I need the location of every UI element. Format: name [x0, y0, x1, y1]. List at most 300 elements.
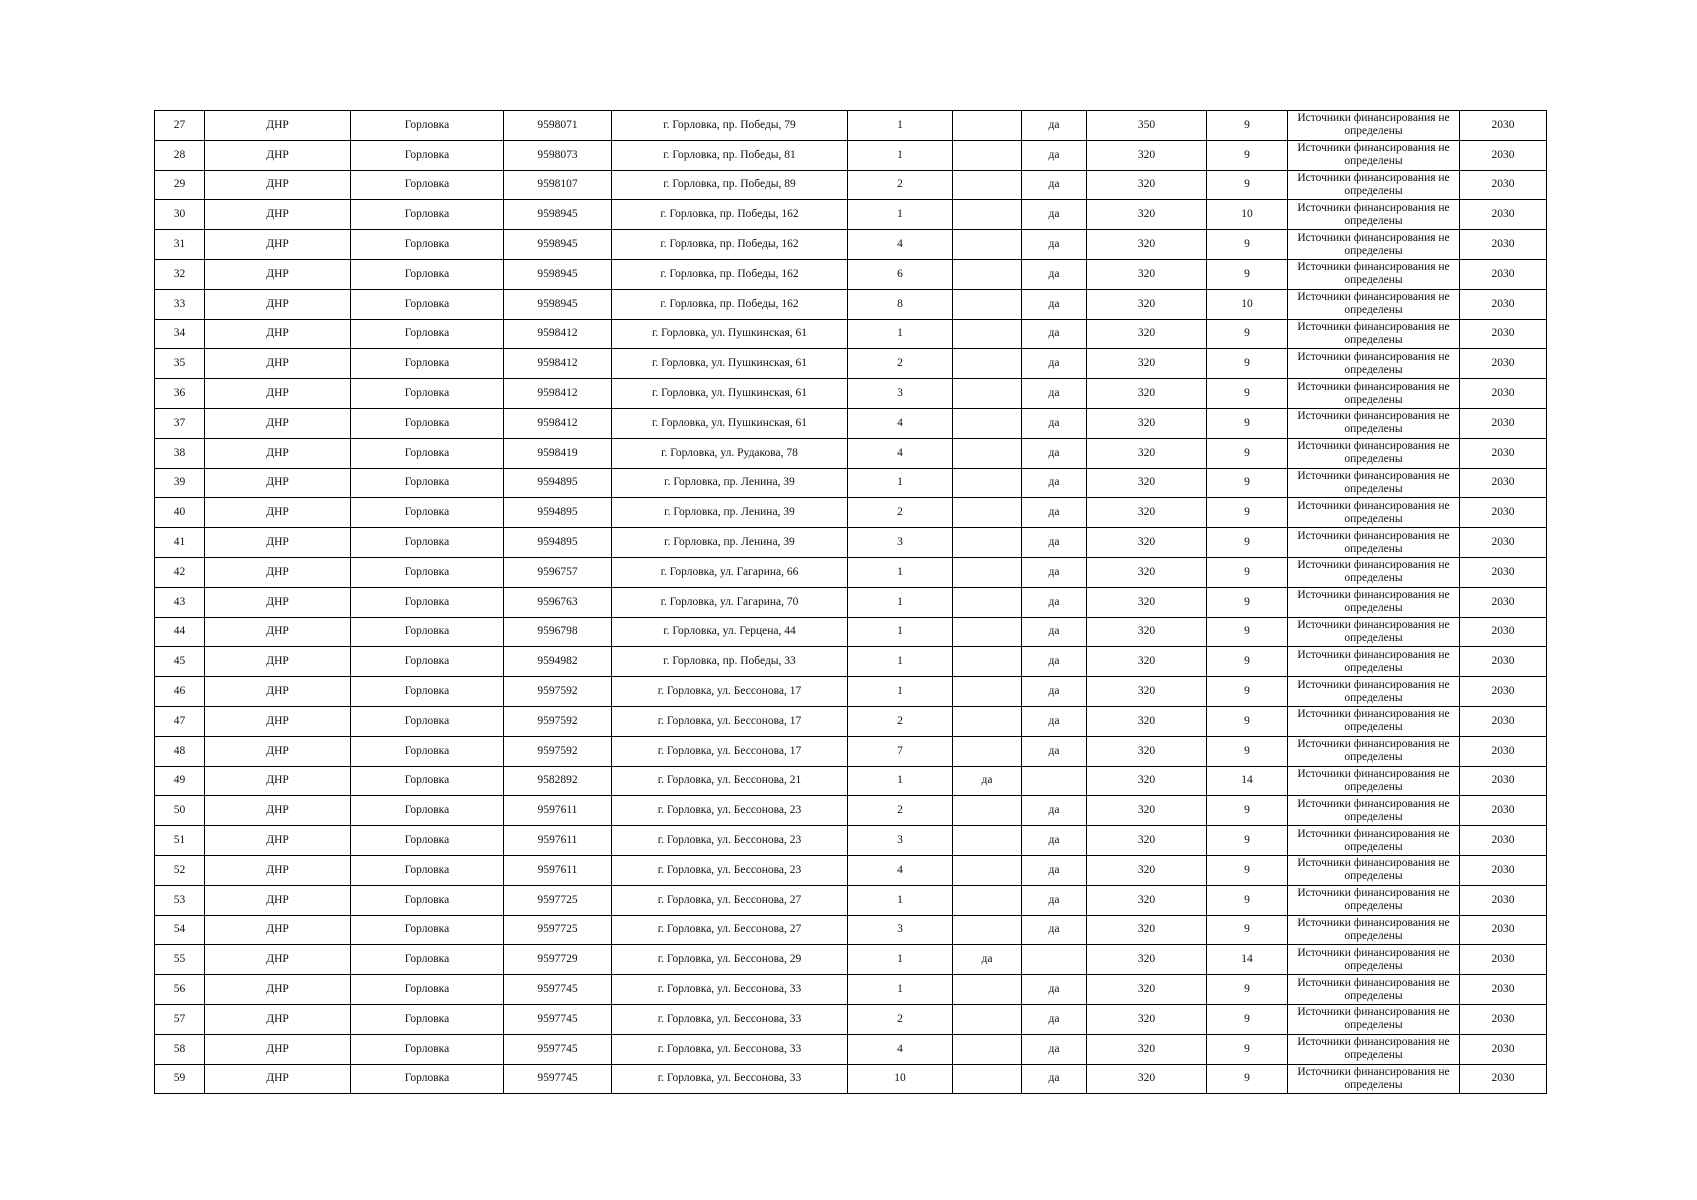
region-cell: ДНР: [205, 289, 351, 319]
floors-cell: 9: [1207, 1004, 1288, 1034]
funding-cell: Источники финансирования не определены: [1288, 319, 1460, 349]
year-cell: 2030: [1460, 468, 1547, 498]
row-number-cell: 44: [155, 617, 205, 647]
year-cell: 2030: [1460, 1064, 1547, 1094]
floors-cell: 10: [1207, 289, 1288, 319]
value-cell: 320: [1087, 647, 1207, 677]
table-row: [155, 945, 1547, 975]
address-cell: г. Горловка, ул. Бессонова, 23: [612, 855, 848, 885]
address-cell: г. Горловка, ул. Пушкинская, 61: [612, 379, 848, 409]
flag-b-cell: да: [1022, 975, 1087, 1005]
entrance-cell: 3: [848, 915, 953, 945]
funding-cell: Источники финансирования не определены: [1288, 855, 1460, 885]
value-cell: 320: [1087, 617, 1207, 647]
address-cell: г. Горловка, пр. Ленина, 39: [612, 498, 848, 528]
entrance-cell: 1: [848, 587, 953, 617]
floors-cell: 9: [1207, 557, 1288, 587]
year-cell: 2030: [1460, 587, 1547, 617]
table-row: [155, 200, 1547, 230]
table-row: [155, 826, 1547, 856]
entrance-cell: 1: [848, 319, 953, 349]
value-cell: 320: [1087, 587, 1207, 617]
region-cell: ДНР: [205, 259, 351, 289]
building-code-cell: 9594895: [504, 528, 612, 558]
flag-b-cell: да: [1022, 498, 1087, 528]
region-cell: ДНР: [205, 349, 351, 379]
city-cell: Горловка: [351, 408, 504, 438]
address-cell: г. Горловка, пр. Победы, 162: [612, 200, 848, 230]
table-row: [155, 736, 1547, 766]
flag-b-cell: да: [1022, 349, 1087, 379]
address-cell: г. Горловка, ул. Гагарина, 70: [612, 587, 848, 617]
region-cell: ДНР: [205, 766, 351, 796]
city-cell: Горловка: [351, 170, 504, 200]
flag-a-cell: [953, 408, 1022, 438]
flag-a-cell: [953, 230, 1022, 260]
year-cell: 2030: [1460, 736, 1547, 766]
city-cell: Горловка: [351, 140, 504, 170]
year-cell: 2030: [1460, 855, 1547, 885]
table-row: [155, 915, 1547, 945]
entrance-cell: 8: [848, 289, 953, 319]
region-cell: ДНР: [205, 1064, 351, 1094]
region-cell: ДНР: [205, 438, 351, 468]
flag-b-cell: да: [1022, 408, 1087, 438]
city-cell: Горловка: [351, 766, 504, 796]
region-cell: ДНР: [205, 1034, 351, 1064]
funding-cell: Источники финансирования не определены: [1288, 1064, 1460, 1094]
building-code-cell: 9598107: [504, 170, 612, 200]
year-cell: 2030: [1460, 408, 1547, 438]
region-cell: ДНР: [205, 647, 351, 677]
year-cell: 2030: [1460, 885, 1547, 915]
building-code-cell: 9596763: [504, 587, 612, 617]
entrance-cell: 10: [848, 1064, 953, 1094]
city-cell: Горловка: [351, 736, 504, 766]
year-cell: 2030: [1460, 140, 1547, 170]
flag-a-cell: [953, 498, 1022, 528]
year-cell: 2030: [1460, 200, 1547, 230]
floors-cell: 9: [1207, 528, 1288, 558]
funding-cell: Источники финансирования не определены: [1288, 230, 1460, 260]
building-code-cell: 9596757: [504, 557, 612, 587]
entrance-cell: 2: [848, 706, 953, 736]
flag-b-cell: [1022, 766, 1087, 796]
table-row: [155, 230, 1547, 260]
building-code-cell: 9598945: [504, 259, 612, 289]
entrance-cell: 1: [848, 677, 953, 707]
value-cell: 320: [1087, 1034, 1207, 1064]
entrance-cell: 4: [848, 438, 953, 468]
table-row: [155, 170, 1547, 200]
value-cell: 320: [1087, 408, 1207, 438]
floors-cell: 9: [1207, 706, 1288, 736]
flag-b-cell: да: [1022, 736, 1087, 766]
address-cell: г. Горловка, ул. Гагарина, 66: [612, 557, 848, 587]
floors-cell: 9: [1207, 140, 1288, 170]
flag-b-cell: да: [1022, 587, 1087, 617]
floors-cell: 9: [1207, 379, 1288, 409]
entrance-cell: 1: [848, 647, 953, 677]
address-cell: г. Горловка, ул. Пушкинская, 61: [612, 408, 848, 438]
flag-b-cell: да: [1022, 915, 1087, 945]
region-cell: ДНР: [205, 230, 351, 260]
flag-b-cell: да: [1022, 1034, 1087, 1064]
flag-a-cell: [953, 1064, 1022, 1094]
flag-a-cell: [953, 915, 1022, 945]
table-row: [155, 766, 1547, 796]
flag-b-cell: да: [1022, 200, 1087, 230]
entrance-cell: 3: [848, 826, 953, 856]
entrance-cell: 1: [848, 140, 953, 170]
year-cell: 2030: [1460, 230, 1547, 260]
address-cell: г. Горловка, пр. Победы, 162: [612, 289, 848, 319]
year-cell: 2030: [1460, 915, 1547, 945]
city-cell: Горловка: [351, 349, 504, 379]
entrance-cell: 1: [848, 617, 953, 647]
building-code-cell: 9597592: [504, 706, 612, 736]
table-row: [155, 528, 1547, 558]
row-number-cell: 59: [155, 1064, 205, 1094]
table-row: [155, 379, 1547, 409]
value-cell: 320: [1087, 677, 1207, 707]
funding-cell: Источники финансирования не определены: [1288, 885, 1460, 915]
city-cell: Горловка: [351, 468, 504, 498]
funding-cell: Источники финансирования не определены: [1288, 1004, 1460, 1034]
flag-a-cell: да: [953, 766, 1022, 796]
floors-cell: 9: [1207, 230, 1288, 260]
building-code-cell: 9597745: [504, 1064, 612, 1094]
funding-cell: Источники финансирования не определены: [1288, 915, 1460, 945]
entrance-cell: 2: [848, 349, 953, 379]
region-cell: ДНР: [205, 855, 351, 885]
floors-cell: 9: [1207, 826, 1288, 856]
floors-cell: 9: [1207, 1064, 1288, 1094]
flag-b-cell: да: [1022, 1064, 1087, 1094]
floors-cell: 9: [1207, 915, 1288, 945]
flag-a-cell: [953, 319, 1022, 349]
city-cell: Горловка: [351, 1004, 504, 1034]
table-row: [155, 587, 1547, 617]
region-cell: ДНР: [205, 677, 351, 707]
row-number-cell: 36: [155, 379, 205, 409]
row-number-cell: 42: [155, 557, 205, 587]
city-cell: Горловка: [351, 945, 504, 975]
building-code-cell: 9598412: [504, 319, 612, 349]
table-row: [155, 1064, 1547, 1094]
flag-b-cell: да: [1022, 617, 1087, 647]
floors-cell: 14: [1207, 766, 1288, 796]
year-cell: 2030: [1460, 647, 1547, 677]
funding-cell: Источники финансирования не определены: [1288, 706, 1460, 736]
address-cell: г. Горловка, ул. Бессонова, 27: [612, 915, 848, 945]
region-cell: ДНР: [205, 617, 351, 647]
flag-a-cell: [953, 885, 1022, 915]
floors-cell: 9: [1207, 855, 1288, 885]
funding-cell: Источники финансирования не определены: [1288, 259, 1460, 289]
value-cell: 320: [1087, 200, 1207, 230]
table-row: [155, 259, 1547, 289]
table-row: [155, 557, 1547, 587]
building-code-cell: 9598412: [504, 379, 612, 409]
flag-b-cell: да: [1022, 111, 1087, 141]
floors-cell: 9: [1207, 796, 1288, 826]
floors-cell: 9: [1207, 736, 1288, 766]
region-cell: ДНР: [205, 200, 351, 230]
value-cell: 320: [1087, 766, 1207, 796]
entrance-cell: 3: [848, 379, 953, 409]
address-cell: г. Горловка, ул. Бессонова, 23: [612, 826, 848, 856]
building-code-cell: 9597611: [504, 855, 612, 885]
row-number-cell: 58: [155, 1034, 205, 1064]
funding-cell: Источники финансирования не определены: [1288, 1034, 1460, 1064]
flag-a-cell: [953, 826, 1022, 856]
year-cell: 2030: [1460, 289, 1547, 319]
entrance-cell: 1: [848, 200, 953, 230]
city-cell: Горловка: [351, 230, 504, 260]
building-code-cell: 9582892: [504, 766, 612, 796]
year-cell: 2030: [1460, 349, 1547, 379]
flag-a-cell: [953, 289, 1022, 319]
flag-a-cell: [953, 438, 1022, 468]
value-cell: 320: [1087, 706, 1207, 736]
flag-b-cell: да: [1022, 826, 1087, 856]
region-cell: ДНР: [205, 587, 351, 617]
value-cell: 320: [1087, 170, 1207, 200]
building-code-cell: 9598945: [504, 200, 612, 230]
building-code-cell: 9597611: [504, 826, 612, 856]
table-row: [155, 319, 1547, 349]
flag-a-cell: [953, 170, 1022, 200]
funding-cell: Источники финансирования не определены: [1288, 826, 1460, 856]
funding-cell: Источники финансирования не определены: [1288, 468, 1460, 498]
value-cell: 320: [1087, 379, 1207, 409]
city-cell: Горловка: [351, 379, 504, 409]
value-cell: 320: [1087, 557, 1207, 587]
flag-a-cell: [953, 736, 1022, 766]
address-cell: г. Горловка, ул. Бессонова, 27: [612, 885, 848, 915]
building-code-cell: 9597729: [504, 945, 612, 975]
flag-a-cell: [953, 349, 1022, 379]
year-cell: 2030: [1460, 498, 1547, 528]
table-row: [155, 1034, 1547, 1064]
address-cell: г. Горловка, ул. Герцена, 44: [612, 617, 848, 647]
year-cell: 2030: [1460, 945, 1547, 975]
flag-b-cell: да: [1022, 438, 1087, 468]
address-cell: г. Горловка, пр. Победы, 162: [612, 230, 848, 260]
city-cell: Горловка: [351, 289, 504, 319]
value-cell: 320: [1087, 259, 1207, 289]
row-number-cell: 39: [155, 468, 205, 498]
building-code-cell: 9597725: [504, 915, 612, 945]
address-cell: г. Горловка, ул. Бессонова, 23: [612, 796, 848, 826]
entrance-cell: 2: [848, 796, 953, 826]
value-cell: 320: [1087, 1004, 1207, 1034]
region-cell: ДНР: [205, 557, 351, 587]
address-cell: г. Горловка, пр. Победы, 33: [612, 647, 848, 677]
flag-a-cell: [953, 796, 1022, 826]
flag-a-cell: [953, 855, 1022, 885]
value-cell: 320: [1087, 289, 1207, 319]
year-cell: 2030: [1460, 826, 1547, 856]
table-row: [155, 289, 1547, 319]
flag-b-cell: да: [1022, 528, 1087, 558]
funding-cell: Источники финансирования не определены: [1288, 528, 1460, 558]
row-number-cell: 27: [155, 111, 205, 141]
city-cell: Горловка: [351, 647, 504, 677]
region-cell: ДНР: [205, 140, 351, 170]
row-number-cell: 52: [155, 855, 205, 885]
region-cell: ДНР: [205, 826, 351, 856]
address-cell: г. Горловка, ул. Бессонова, 17: [612, 706, 848, 736]
flag-a-cell: [953, 975, 1022, 1005]
table-row: [155, 1004, 1547, 1034]
table-row: [155, 706, 1547, 736]
address-cell: г. Горловка, ул. Бессонова, 17: [612, 736, 848, 766]
row-number-cell: 54: [155, 915, 205, 945]
row-number-cell: 55: [155, 945, 205, 975]
flag-b-cell: да: [1022, 677, 1087, 707]
value-cell: 320: [1087, 796, 1207, 826]
funding-cell: Источники финансирования не определены: [1288, 111, 1460, 141]
value-cell: 320: [1087, 319, 1207, 349]
city-cell: Горловка: [351, 1034, 504, 1064]
flag-b-cell: да: [1022, 140, 1087, 170]
address-cell: г. Горловка, пр. Победы, 81: [612, 140, 848, 170]
value-cell: 320: [1087, 826, 1207, 856]
row-number-cell: 46: [155, 677, 205, 707]
row-number-cell: 49: [155, 766, 205, 796]
city-cell: Горловка: [351, 706, 504, 736]
row-number-cell: 30: [155, 200, 205, 230]
city-cell: Горловка: [351, 319, 504, 349]
funding-cell: Источники финансирования не определены: [1288, 766, 1460, 796]
flag-b-cell: да: [1022, 379, 1087, 409]
city-cell: Горловка: [351, 617, 504, 647]
entrance-cell: 6: [848, 259, 953, 289]
floors-cell: 9: [1207, 111, 1288, 141]
row-number-cell: 56: [155, 975, 205, 1005]
building-code-cell: 9597592: [504, 736, 612, 766]
building-code-cell: 9597745: [504, 975, 612, 1005]
flag-a-cell: [953, 140, 1022, 170]
building-code-cell: 9598073: [504, 140, 612, 170]
floors-cell: 9: [1207, 498, 1288, 528]
table-row: [155, 438, 1547, 468]
flag-a-cell: [953, 617, 1022, 647]
table-row: [155, 408, 1547, 438]
flag-a-cell: [953, 587, 1022, 617]
funding-cell: Источники финансирования не определены: [1288, 736, 1460, 766]
floors-cell: 14: [1207, 945, 1288, 975]
address-cell: г. Горловка, ул. Пушкинская, 61: [612, 349, 848, 379]
flag-b-cell: да: [1022, 289, 1087, 319]
region-cell: ДНР: [205, 170, 351, 200]
value-cell: 320: [1087, 230, 1207, 260]
flag-a-cell: [953, 677, 1022, 707]
entrance-cell: 2: [848, 1004, 953, 1034]
region-cell: ДНР: [205, 379, 351, 409]
building-code-cell: 9597725: [504, 885, 612, 915]
building-code-cell: 9597745: [504, 1034, 612, 1064]
address-cell: г. Горловка, пр. Ленина, 39: [612, 528, 848, 558]
building-code-cell: 9594895: [504, 468, 612, 498]
flag-b-cell: да: [1022, 557, 1087, 587]
region-cell: ДНР: [205, 468, 351, 498]
building-code-cell: 9597592: [504, 677, 612, 707]
data-table: [154, 110, 1547, 1094]
region-cell: ДНР: [205, 796, 351, 826]
building-code-cell: 9596798: [504, 617, 612, 647]
address-cell: г. Горловка, ул. Рудакова, 78: [612, 438, 848, 468]
building-code-cell: 9598412: [504, 349, 612, 379]
building-code-cell: 9597745: [504, 1004, 612, 1034]
building-code-cell: 9598419: [504, 438, 612, 468]
address-cell: г. Горловка, ул. Бессонова, 29: [612, 945, 848, 975]
value-cell: 320: [1087, 140, 1207, 170]
city-cell: Горловка: [351, 915, 504, 945]
city-cell: Горловка: [351, 1064, 504, 1094]
year-cell: 2030: [1460, 259, 1547, 289]
flag-a-cell: [953, 528, 1022, 558]
flag-b-cell: да: [1022, 647, 1087, 677]
table-body: [155, 111, 1547, 1094]
city-cell: Горловка: [351, 498, 504, 528]
year-cell: 2030: [1460, 677, 1547, 707]
row-number-cell: 35: [155, 349, 205, 379]
row-number-cell: 33: [155, 289, 205, 319]
funding-cell: Источники финансирования не определены: [1288, 498, 1460, 528]
value-cell: 320: [1087, 528, 1207, 558]
value-cell: 320: [1087, 1064, 1207, 1094]
table-row: [155, 647, 1547, 677]
address-cell: г. Горловка, пр. Победы, 79: [612, 111, 848, 141]
row-number-cell: 28: [155, 140, 205, 170]
region-cell: ДНР: [205, 736, 351, 766]
table-row: [155, 140, 1547, 170]
flag-a-cell: [953, 468, 1022, 498]
row-number-cell: 37: [155, 408, 205, 438]
entrance-cell: 2: [848, 170, 953, 200]
building-code-cell: 9598412: [504, 408, 612, 438]
value-cell: 320: [1087, 885, 1207, 915]
address-cell: г. Горловка, ул. Бессонова, 33: [612, 1034, 848, 1064]
flag-b-cell: да: [1022, 259, 1087, 289]
year-cell: 2030: [1460, 379, 1547, 409]
floors-cell: 9: [1207, 885, 1288, 915]
building-code-cell: 9594895: [504, 498, 612, 528]
value-cell: 320: [1087, 438, 1207, 468]
funding-cell: Источники финансирования не определены: [1288, 170, 1460, 200]
year-cell: 2030: [1460, 111, 1547, 141]
year-cell: 2030: [1460, 766, 1547, 796]
year-cell: 2030: [1460, 617, 1547, 647]
entrance-cell: 7: [848, 736, 953, 766]
flag-a-cell: [953, 1034, 1022, 1064]
region-cell: ДНР: [205, 111, 351, 141]
table-row: [155, 975, 1547, 1005]
floors-cell: 9: [1207, 349, 1288, 379]
funding-cell: Источники финансирования не определены: [1288, 349, 1460, 379]
city-cell: Горловка: [351, 796, 504, 826]
floors-cell: 9: [1207, 647, 1288, 677]
year-cell: 2030: [1460, 1004, 1547, 1034]
address-cell: г. Горловка, пр. Победы, 162: [612, 259, 848, 289]
funding-cell: Источники финансирования не определены: [1288, 945, 1460, 975]
row-number-cell: 51: [155, 826, 205, 856]
city-cell: Горловка: [351, 438, 504, 468]
year-cell: 2030: [1460, 706, 1547, 736]
